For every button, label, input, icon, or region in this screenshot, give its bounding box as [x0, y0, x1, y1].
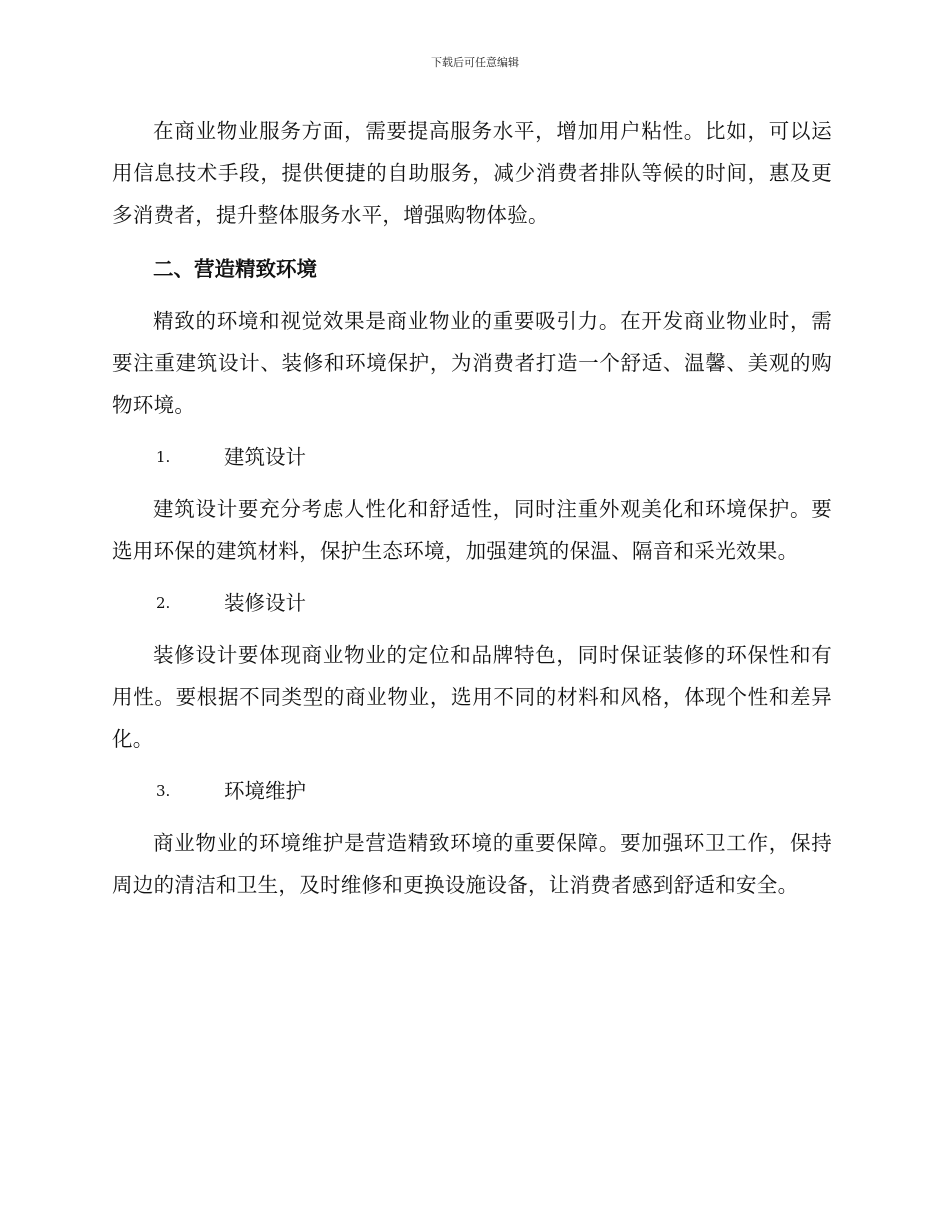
list-title: 装修设计	[224, 591, 306, 615]
list-paragraph-2: 装修设计要体现商业物业的定位和品牌特色，同时保证装修的环保性和有用性。要根据不同类型的商业物业，选用不同的材料和风格，体现个性和差异化。	[112, 643, 832, 751]
list-title: 建筑设计	[224, 445, 306, 469]
list-number: 3.	[156, 782, 171, 800]
document-body	[112, 110, 832, 906]
list-item-3	[112, 770, 832, 812]
list-item-2	[112, 582, 832, 624]
section-paragraph: 精致的环境和视觉效果是商业物业的重要吸引力。在开发商业物业时，需要注重建筑设计、装修和环境保护，为消费者打造一个舒适、温馨、美观的购物环境。	[112, 309, 832, 417]
list-number: 1.	[156, 448, 171, 466]
list-number: 2.	[156, 594, 171, 612]
list-title: 环境维护	[224, 779, 306, 803]
section-heading: 二、营造精致环境	[153, 257, 317, 281]
list-item-1	[112, 436, 832, 478]
list-paragraph-3: 商业物业的环境维护是营造精致环境的重要保障。要加强环卫工作，保持周边的清洁和卫生，及时维修和更换设施设备，让消费者感到舒适和安全。	[112, 831, 832, 897]
list-paragraph-1: 建筑设计要充分考虑人性化和舒适性，同时注重外观美化和环境保护。要选用环保的建筑材料，保护生态环境，加强建筑的保温、隔音和采光效果。	[112, 497, 832, 563]
page-header: 下载后可任意编辑	[431, 56, 519, 69]
intro-paragraph: 在商业物业服务方面，需要提高服务水平，增加用户粘性。比如，可以运用信息技术手段，提供便捷的自助服务，减少消费者排队等候的时间，惠及更多消费者，提升整体服务水平，增强购物体验。	[112, 119, 832, 227]
